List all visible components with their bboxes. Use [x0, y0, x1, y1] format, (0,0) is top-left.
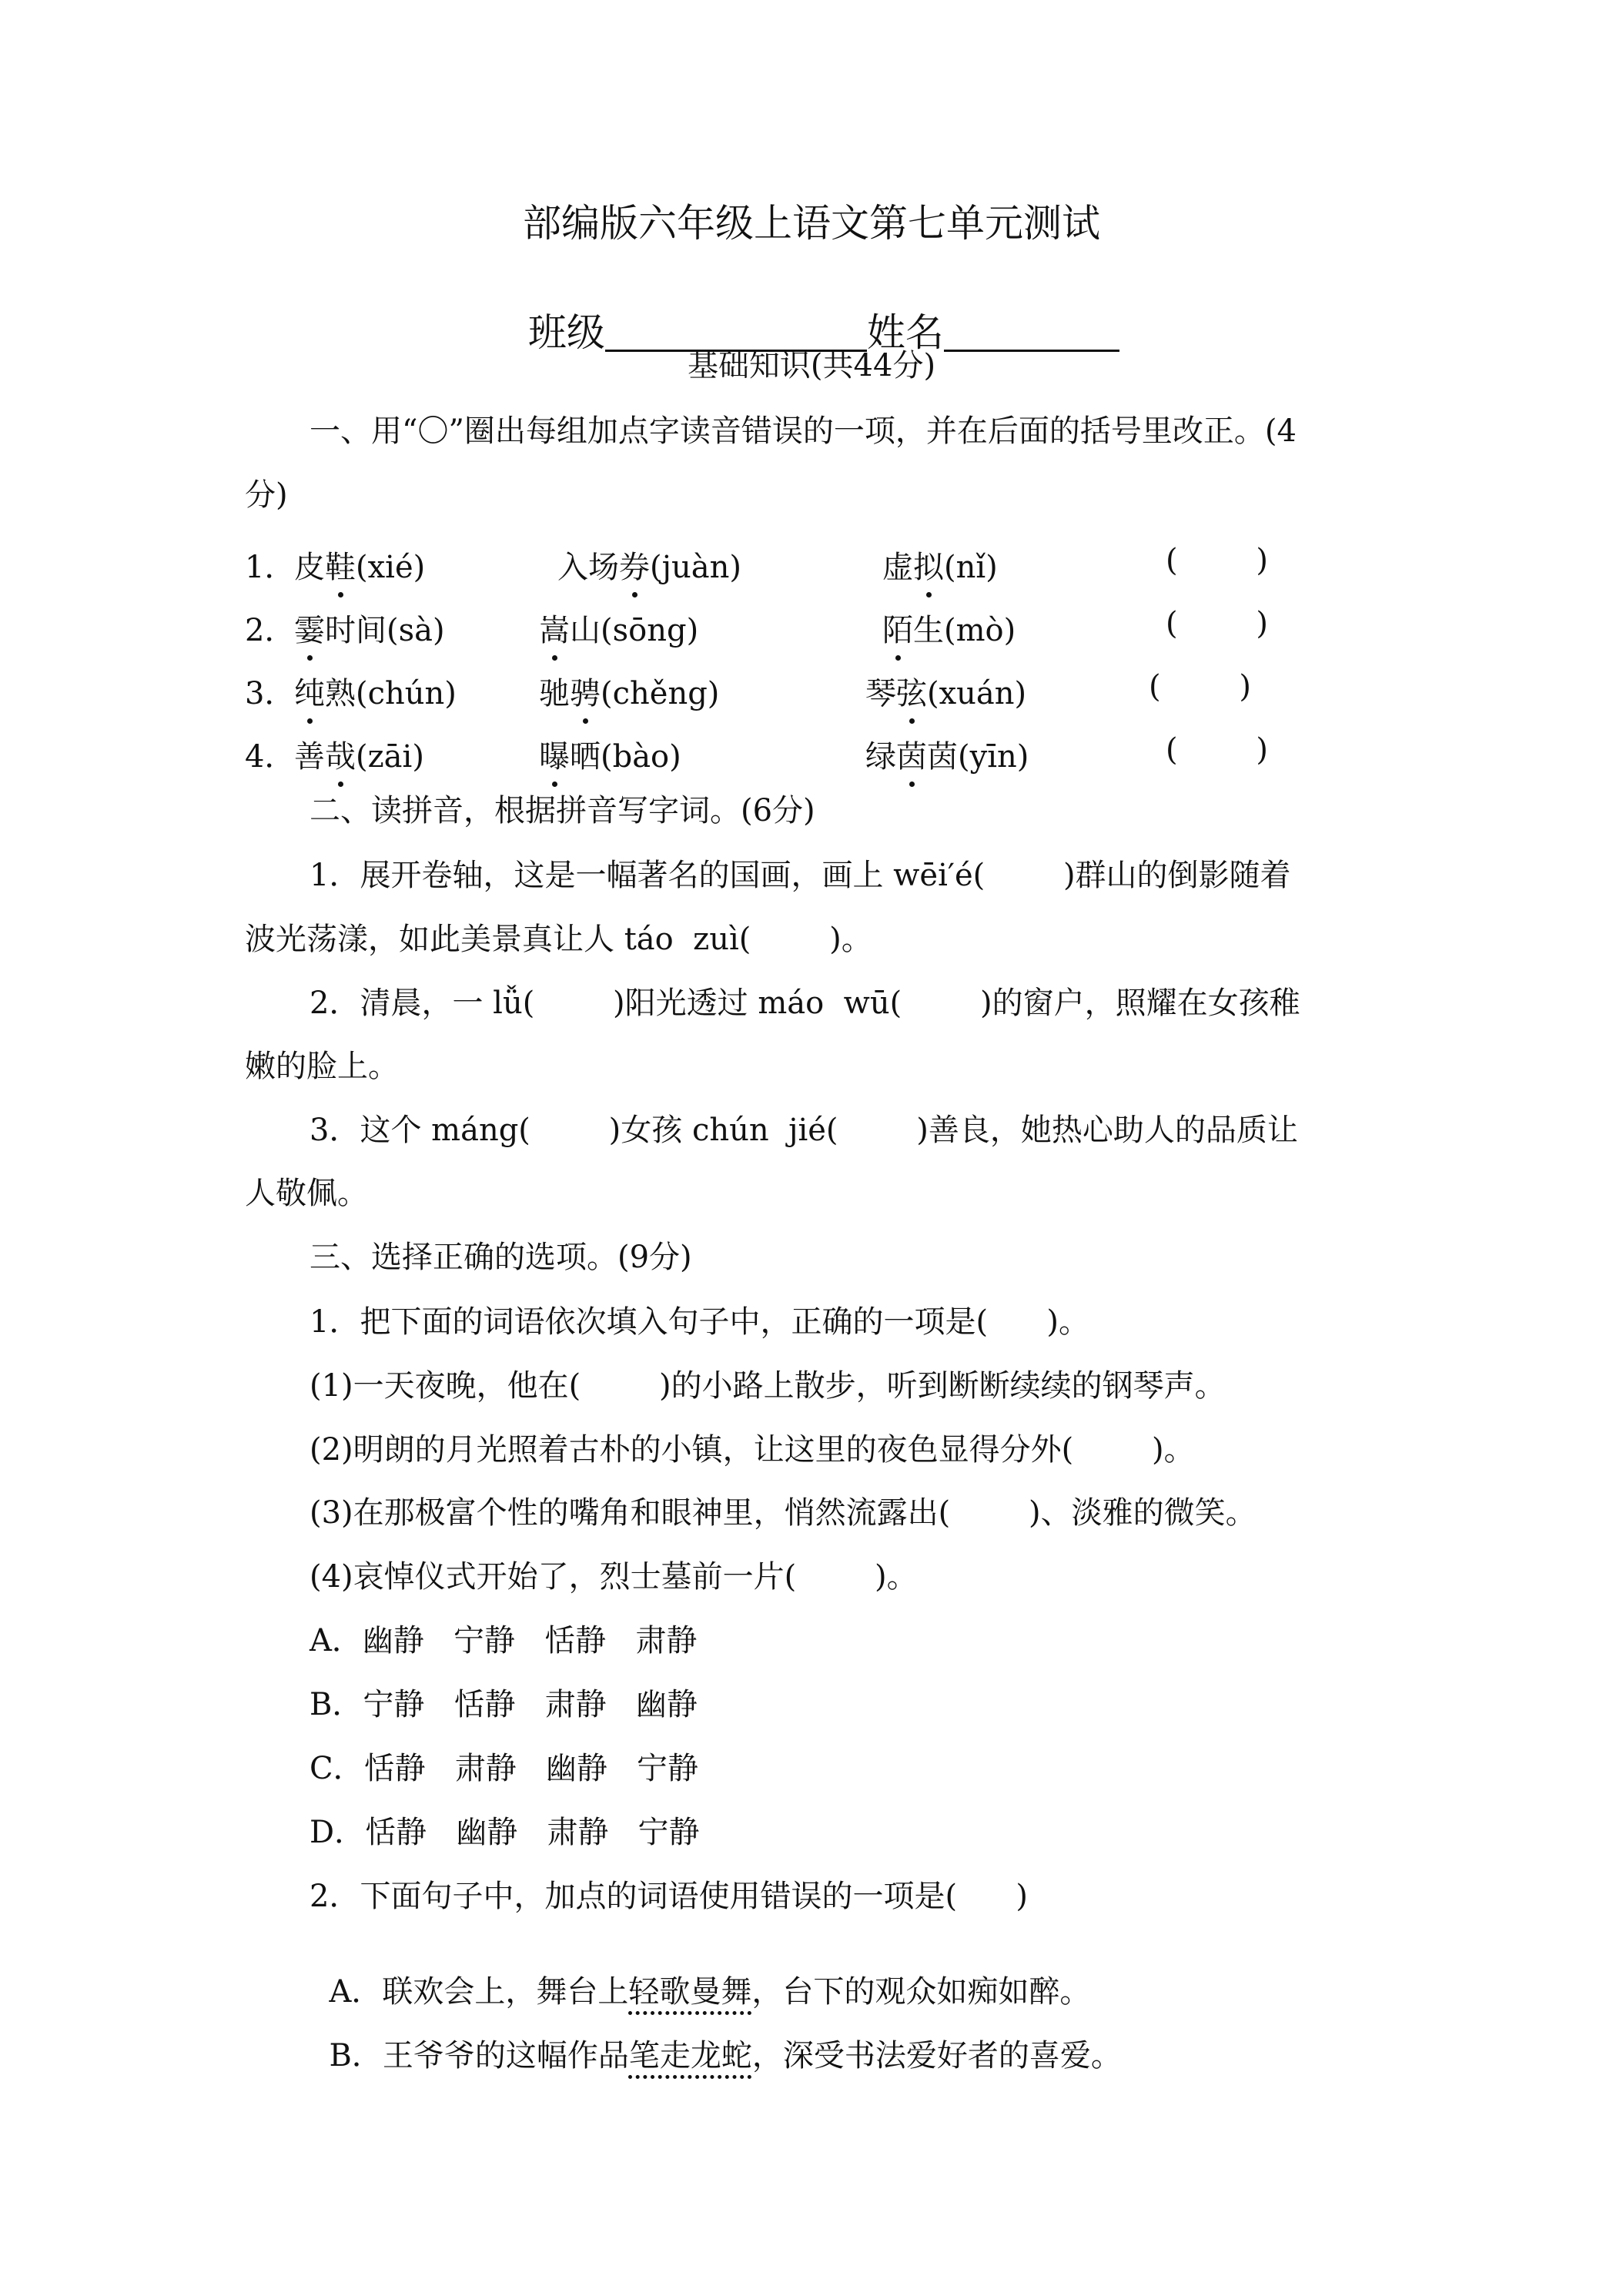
word-item: 皮鞋(xié) — [294, 543, 425, 587]
dotted-char: 嵩 — [539, 606, 570, 650]
word-item: 曝晒(bào) — [539, 732, 681, 776]
dotted-char: 茵 — [896, 732, 927, 776]
q2-sentence-1: 1．展开卷轴，这是一幅著名的国画，画上 wēi′é( )群山的倒影随着 — [310, 858, 1291, 893]
dotted-char: 曝 — [539, 732, 570, 776]
dotted-char: 纯 — [294, 669, 325, 713]
dotted-char: 鞋 — [325, 543, 356, 587]
row-number: 2． — [245, 613, 296, 648]
q3-question-1: 1．把下面的词语依次填入句子中，正确的一项是( )。 — [310, 1304, 1089, 1340]
q2-sentence-2: 2．清晨，一 lǚ( )阳光透过 máo wū( )的窗户，照耀在女孩稚 — [310, 986, 1300, 1021]
answer-blank[interactable]: ( ) — [1166, 732, 1268, 768]
name-label: 姓名 — [866, 310, 944, 355]
q3-sentence: (3)在那极富个性的嘴角和眼神里，悄然流露出( )、淡雅的微笑。 — [310, 1495, 1257, 1531]
section-title: 基础知识(共44分) — [687, 348, 936, 383]
q3-q2-option-b[interactable]: B．王爷爷的这幅作品笔走龙蛇，深受书法爱好者的喜爱。 — [329, 2038, 1122, 2073]
word-item: 驰骋(chěng) — [539, 669, 719, 713]
dotted-char: 哉 — [325, 732, 356, 776]
q1-row — [245, 732, 1384, 775]
q3-question-2: 2．下面句子中，加点的词语使用错误的一项是( ) — [310, 1879, 1028, 1914]
word-item: 入场券(juàn) — [557, 543, 741, 587]
answer-blank[interactable]: ( ) — [1166, 543, 1268, 578]
option-a[interactable]: A．幽静 宁静 恬静 肃静 — [310, 1623, 698, 1658]
answer-blank[interactable]: ( ) — [1166, 606, 1268, 641]
row-number: 1． — [245, 550, 296, 585]
option-c[interactable]: C．恬静 肃静 幽静 宁静 — [310, 1751, 699, 1786]
dotted-phrase: 轻歌曼舞 — [628, 1974, 752, 2010]
q2-sentence-3-cont: 人敬佩。 — [245, 1176, 368, 1211]
option-d[interactable]: D．恬静 幽静 肃静 宁静 — [310, 1815, 700, 1850]
dotted-phrase: 笔走龙蛇 — [628, 2038, 752, 2073]
word-item: 霎时间(sà) — [294, 606, 445, 650]
word-item: 陌生(mò) — [882, 606, 1016, 650]
q2-sentence-1-cont: 波光荡漾，如此美景真让人 táo zuì( )。 — [245, 922, 872, 957]
name-blank[interactable] — [944, 316, 1119, 352]
word-item: 善哉(zāi) — [294, 732, 424, 776]
q2-sentence-2-cont: 嫩的脸上。 — [245, 1049, 399, 1084]
q3-sentence: (1)一天夜晚，他在( )的小路上散步，听到断断续续的钢琴声。 — [310, 1368, 1226, 1404]
dotted-char: 弦 — [896, 669, 927, 713]
q1-prompt-cont: 分) — [245, 477, 288, 513]
row-number: 4． — [245, 739, 296, 775]
option-b[interactable]: B．宁静 恬静 肃静 幽静 — [310, 1687, 698, 1722]
q2-heading: 二、读拼音，根据拼音写字词。(6分) — [310, 793, 815, 828]
page-title: 部编版六年级上语文第七单元测试 — [523, 201, 1100, 246]
q3-heading: 三、选择正确的选项。(9分) — [310, 1240, 692, 1275]
word-item: 琴弦(xuán) — [865, 669, 1026, 713]
row-number: 3． — [245, 676, 296, 711]
q2-sentence-3: 3．这个 máng( )女孩 chún jié( )善良，她热心助人的品质让 — [310, 1113, 1298, 1148]
word-item: 嵩山(sōng) — [539, 606, 698, 650]
q1-prompt: 一、用“〇”圈出每组加点字读音错误的一项，并在后面的括号里改正。(4 — [310, 413, 1297, 449]
class-blank[interactable] — [605, 316, 867, 352]
word-item: 虚拟(nǐ) — [882, 543, 998, 587]
q3-q2-option-a[interactable]: A．联欢会上，舞台上轻歌曼舞，台下的观众如痴如醉。 — [329, 1974, 1091, 2010]
word-item: 绿茵茵(yīn) — [865, 732, 1029, 776]
student-info-line — [0, 275, 1623, 355]
q1-row — [245, 543, 1384, 586]
q1-row — [245, 669, 1384, 712]
dotted-char: 骋 — [570, 669, 601, 713]
answer-blank[interactable]: ( ) — [1149, 669, 1251, 705]
dotted-char: 拟 — [913, 543, 944, 587]
q3-sentence: (2)明朗的月光照着古朴的小镇，让这里的夜色显得分外( )。 — [310, 1432, 1195, 1468]
dotted-char: 陌 — [882, 606, 913, 650]
dotted-char: 券 — [619, 543, 650, 587]
q1-row — [245, 606, 1384, 649]
q3-sentence: (4)哀悼仪式开始了，烈士墓前一片( )。 — [310, 1559, 918, 1595]
dotted-char: 霎 — [294, 606, 325, 650]
word-item: 纯熟(chún) — [294, 669, 457, 713]
class-label: 班级 — [527, 310, 605, 355]
